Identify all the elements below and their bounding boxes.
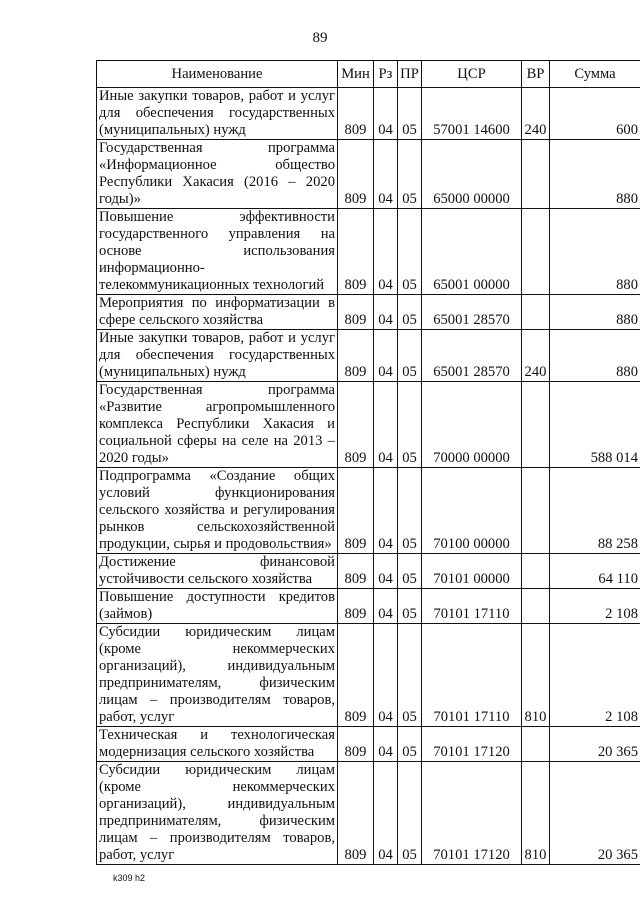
row-rz: 04 (374, 762, 398, 865)
row-rz: 04 (374, 554, 398, 589)
row-rz: 04 (374, 382, 398, 468)
column-header-csr: ЦСР (422, 61, 522, 88)
table-row (97, 468, 640, 554)
row-rz: 04 (374, 88, 398, 140)
row-rz: 04 (374, 330, 398, 382)
row-min: 809 (338, 140, 374, 209)
row-name: Достижение финансовой устойчивости сельского хозяйства (97, 554, 338, 589)
row-name: Мероприятия по информатизации в сфере сельского хозяйства (97, 295, 338, 330)
table-row (97, 295, 640, 330)
row-name: Субсидии юридическим лицам (кроме некоммерческих организаций), индивидуальным предпринимателям, физическим лицам – производителям товаров, работ, услуг (97, 762, 338, 865)
row-sum: 2 108 (550, 589, 640, 624)
row-vr (522, 554, 550, 589)
row-pr: 05 (398, 330, 422, 382)
row-rz: 04 (374, 589, 398, 624)
row-rz: 04 (374, 468, 398, 554)
row-rz: 04 (374, 209, 398, 295)
row-vr (522, 209, 550, 295)
row-sum: 20 365 (550, 727, 640, 762)
row-csr: 65000 00000 (422, 140, 522, 209)
row-vr (522, 468, 550, 554)
table-row (97, 382, 640, 468)
row-sum: 64 110 (550, 554, 640, 589)
row-vr: 810 (522, 624, 550, 727)
row-pr: 05 (398, 727, 422, 762)
row-name: Подпрограмма «Создание общих условий функционирования сельского хозяйства и регулирования рынков сельскохозяйственной продукции, сырья и продовольствия» (97, 468, 338, 554)
row-sum: 880 (550, 209, 640, 295)
row-name: Субсидии юридическим лицам (кроме некоммерческих организаций), индивидуальным предпринимателям, физическим лицам – производителям товаров, работ, услуг (97, 624, 338, 727)
column-header-rz: Рз (374, 61, 398, 88)
row-csr: 70101 00000 (422, 554, 522, 589)
column-header-min: Мин (338, 61, 374, 88)
row-vr: 240 (522, 88, 550, 140)
table-row (97, 554, 640, 589)
column-header-sum: Сумма (550, 61, 640, 88)
row-sum: 880 (550, 140, 640, 209)
row-vr (522, 140, 550, 209)
row-vr (522, 295, 550, 330)
row-sum: 600 (550, 88, 640, 140)
budget-table (96, 60, 640, 865)
row-sum: 2 108 (550, 624, 640, 727)
column-header-pr: ПР (398, 61, 422, 88)
row-name: Государственная программа «Информационное общество Республики Хакасия (2016 – 2020 годы)» (97, 140, 338, 209)
row-pr: 05 (398, 589, 422, 624)
row-min: 809 (338, 295, 374, 330)
row-pr: 05 (398, 88, 422, 140)
row-sum: 88 258 (550, 468, 640, 554)
row-csr: 70101 17110 (422, 589, 522, 624)
row-rz: 04 (374, 727, 398, 762)
row-csr: 70100 00000 (422, 468, 522, 554)
row-name: Повышение доступности кредитов (займов) (97, 589, 338, 624)
table-row (97, 727, 640, 762)
row-pr: 05 (398, 762, 422, 865)
row-csr: 57001 14600 (422, 88, 522, 140)
row-min: 809 (338, 727, 374, 762)
row-rz: 04 (374, 295, 398, 330)
row-rz: 04 (374, 140, 398, 209)
row-name: Иные закупки товаров, работ и услуг для обеспечения государственных (муниципальных) нужд (97, 88, 338, 140)
table-row (97, 209, 640, 295)
row-vr (522, 382, 550, 468)
row-pr: 05 (398, 382, 422, 468)
row-rz: 04 (374, 624, 398, 727)
footer-code: k309 h2 (113, 873, 146, 883)
row-csr: 65001 28570 (422, 330, 522, 382)
row-csr: 70101 17120 (422, 727, 522, 762)
row-pr: 05 (398, 295, 422, 330)
row-csr: 65001 28570 (422, 295, 522, 330)
row-csr: 65001 00000 (422, 209, 522, 295)
row-vr (522, 727, 550, 762)
row-vr: 240 (522, 330, 550, 382)
row-pr: 05 (398, 140, 422, 209)
row-sum: 20 365 (550, 762, 640, 865)
row-csr: 70101 17120 (422, 762, 522, 865)
row-name: Иные закупки товаров, работ и услуг для обеспечения государственных (муниципальных) нужд (97, 330, 338, 382)
table-row (97, 624, 640, 727)
row-min: 809 (338, 382, 374, 468)
row-min: 809 (338, 88, 374, 140)
table-row (97, 140, 640, 209)
row-sum: 588 014 (550, 382, 640, 468)
row-min: 809 (338, 209, 374, 295)
row-vr: 810 (522, 762, 550, 865)
row-min: 809 (338, 589, 374, 624)
table-row (97, 88, 640, 140)
row-min: 809 (338, 330, 374, 382)
column-header-name: Наименование (97, 61, 338, 88)
table-header-row (97, 61, 640, 88)
row-pr: 05 (398, 554, 422, 589)
row-min: 809 (338, 624, 374, 727)
row-min: 809 (338, 468, 374, 554)
row-sum: 880 (550, 330, 640, 382)
row-min: 809 (338, 762, 374, 865)
row-name: Государственная программа «Развитие агропромышленного комплекса Республики Хакасия и социальной сферы на селе на 2013 – 2020 годы» (97, 382, 338, 468)
page-number: 89 (312, 30, 328, 46)
row-name: Техническая и технологическая модернизация сельского хозяйства (97, 727, 338, 762)
row-csr: 70101 17110 (422, 624, 522, 727)
row-vr (522, 589, 550, 624)
table-row (97, 330, 640, 382)
column-header-vr: ВР (522, 61, 550, 88)
row-pr: 05 (398, 468, 422, 554)
row-pr: 05 (398, 624, 422, 727)
row-csr: 70000 00000 (422, 382, 522, 468)
table-row (97, 589, 640, 624)
row-sum: 880 (550, 295, 640, 330)
row-pr: 05 (398, 209, 422, 295)
table-row (97, 762, 640, 865)
row-min: 809 (338, 554, 374, 589)
row-name: Повышение эффективности государственного управления на основе использования информационно-телекоммуникационных технологий (97, 209, 338, 295)
